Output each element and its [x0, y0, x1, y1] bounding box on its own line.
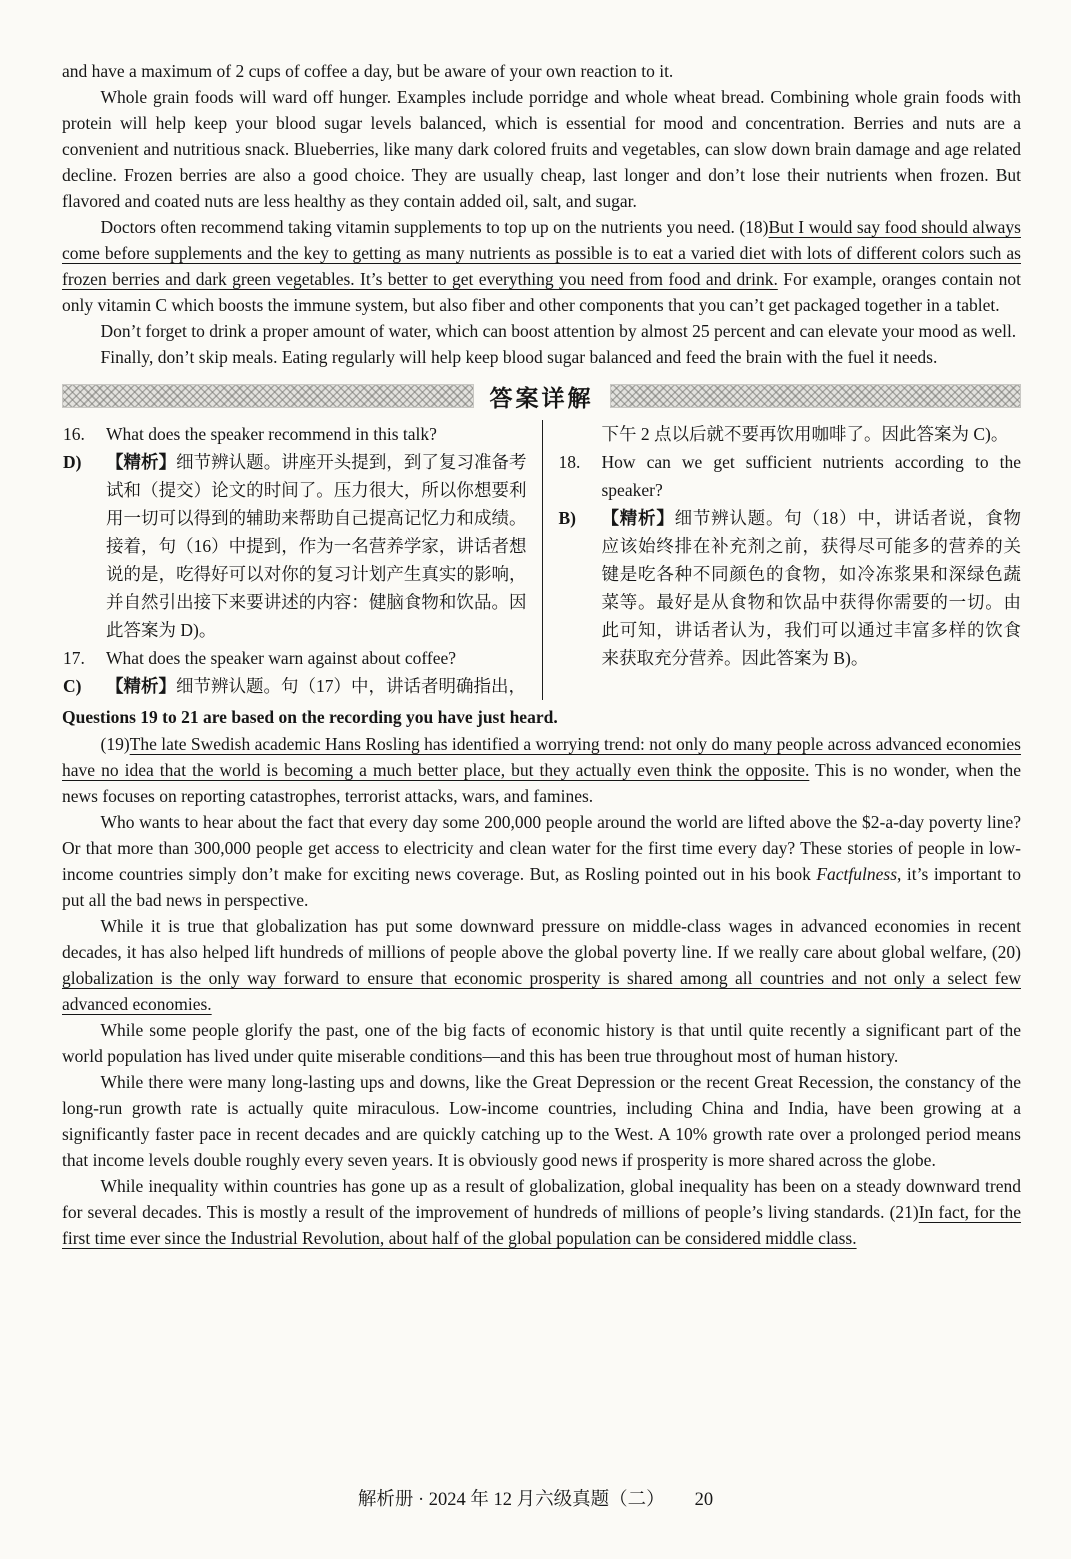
listening-passage-top [62, 58, 1021, 370]
answer-18-letter: B) [558, 508, 576, 528]
underlined-key-sentence-20: globalization is the only way forward to ensure that economic prosperity is shared among all countries and not only a select few advanced economies. [62, 968, 1021, 1014]
paragraph-continuation [62, 58, 1021, 84]
text-segment: Doctors often recommend taking vitamin supplements to top up on the nutrients you need. (18) [100, 217, 769, 237]
text-segment: While it is true that globalization has put some downward pressure on middle-class wages in advanced economies in recent decades, it has also helped lift hundreds of millions of people above the global poverty line. If we really care about global welfare, (20) [62, 916, 1021, 962]
paragraph-finally [62, 344, 1021, 370]
answer-explanations [62, 420, 1021, 700]
footer-book-title: 解析册 · 2024 年 12 月六级真题（二） [357, 1490, 665, 1510]
underlined-key-sentence-18: But I would say food should always come before supplements and the key to getting as many nutrients as possible is to eat a varied diet with lots of different colors such as frozen berries and dark green vegetables. It’s better to get everything you need from food and drink. [62, 217, 1021, 289]
paragraph-who-wants [62, 809, 1021, 913]
text-segment: Who wants to hear about the fact that every day some 200,000 people around the world are lifted above the $2-a-day poverty line? Or that more than 300,000 people get access to electricity and clean water for the first time every day? These stories of people in low-income countries simply don’t make for exciting news coverage. But, as Rosling pointed out in his book [62, 812, 1021, 884]
text-segment: and have a maximum of 2 cups of coffee a day, but be aware of your own reaction to it. [62, 61, 674, 81]
question-17-number: 17. [63, 648, 85, 668]
question-18 [558, 448, 1022, 504]
analysis-text: 细节辨认题。讲座开头提到，到了复习准备考试和（提交）论文的时间了。压力很大，所以你想要利用一切可以得到的辅助来帮助自己提高记忆力和成绩。接着，句（16）中提到，作为一名营养学家，讲话者想说的是，吃得好可以对你的复习计划产生真实的影响，并自然引出接下来要讲述的内容：健脑食物和饮品。因此答案为 D)。 [106, 452, 527, 640]
underlined-key-sentence-19: The late Swedish academic Hans Rosling has identified a worrying trend: not only do many people across advanced economies have no idea that the world is becoming a much better place, but they actually even think the opposite. [62, 734, 1021, 780]
text-segment: Don’t forget to drink a proper amount of water, which can boost attention by almost 25 percent and can elevate your mood as well. [100, 321, 1017, 341]
analysis-tag: 【精析】 [106, 452, 177, 472]
paragraph-inequality [62, 1173, 1021, 1251]
text-segment: While some people glorify the past, one of the big facts of economic history is that until quite recently a significant part of the world population has lived under quite miserable conditions—and this has been true throughout most of human history. [62, 1020, 1021, 1066]
book-title-italic: Factfulness [816, 864, 898, 884]
paragraph-rosling-trend [62, 731, 1021, 809]
page-number: 20 [694, 1490, 714, 1510]
answer-17-analysis-continued [558, 420, 1022, 448]
answer-16-letter: D) [63, 452, 82, 472]
text-segment: While inequality within countries has gone up as a result of globalization, global inequality has been on a steady downward trend for several decades. This is mostly a result of the improvement of hundreds of millions of people’s living standards. (21) [62, 1176, 1021, 1222]
question-17 [62, 644, 527, 672]
analysis-text: 下午 2 点以后就不要再饮用咖啡了。因此答案为 C)。 [601, 424, 1009, 444]
listening-passage-bottom [62, 731, 1021, 1251]
analysis-tag: 【精析】 [601, 508, 675, 528]
paragraph-glorify-past [62, 1017, 1021, 1069]
answer-17-body [106, 676, 526, 696]
page-footer [0, 1485, 1071, 1511]
recording-instruction: Questions 19 to 21 are based on the recording you have just heard. [62, 707, 558, 727]
answer-17-analysis [62, 672, 527, 700]
text-segment: This is no wonder, when the news focuses on reporting catastrophes, terrorist attacks, wars, and famines. [62, 760, 1022, 806]
analysis-text: 细节辨认题。句（18）中，讲话者说，食物应该始终排在补充剂之前，获得尽可能多的营养的关键是吃各种不同颜色的食物，如冷冻浆果和深绿色蔬菜等。最好是从食物和饮品中获得你需要的一切。由此可知，讲话者认为，我们可以通过丰富多样的饮食来获取充分营养。因此答案为 B)。 [601, 508, 1022, 668]
question-18-text: How can we get sufficient nutrients according to the speaker? [601, 452, 1021, 500]
analysis-text: 细节辨认题。句（17）中，讲话者明确指出， [176, 676, 526, 696]
question-18-number: 18. [558, 452, 581, 472]
answer-key-header [62, 382, 1021, 410]
paragraph-doctors [62, 214, 1021, 318]
paragraph-globalization [62, 913, 1021, 1017]
paragraph-water [62, 318, 1021, 344]
text-segment: , it’s important to put all the bad news in perspective. [62, 864, 1021, 910]
section-title: 答案详解 [489, 385, 594, 411]
text-segment: For example, oranges contain not only vitamin C which boosts the immune system, but also fiber and other components that you can’t get packaged together in a tablet. [62, 269, 1021, 315]
question-16 [62, 420, 527, 448]
paragraph-whole-grain [62, 84, 1021, 214]
text-segment: (19) [100, 734, 130, 754]
question-17-text: What does the speaker warn against about coffee? [106, 648, 457, 668]
answer-16-body [106, 452, 527, 640]
answer-17-letter: C) [63, 676, 82, 696]
text-segment: While there were many long-lasting ups and downs, like the Great Depression or the recent Great Recession, the constancy of the long-run growth rate is actually quite miraculous. Low-income countries, including China and India, have been growing at a significantly faster pace in recent decades and are quickly catching up to the West. A 10% growth rate over a prolonged period means that income levels double roughly every seven years. It is obviously good news if prosperity is more shared across the globe. [62, 1072, 1021, 1170]
text-segment: Whole grain foods will ward off hunger. Examples include porridge and whole wheat bread. Combining whole grain foods with protein will help keep your blood sugar levels balanced, which is essential for mood and concentration. Berries and nuts are a convenient and nutritious snack. Blueberries, like many dark colored fruits and vegetables, can slow down brain damage and age related decline. Frozen berries are also a good choice. They are usually cheap, last longer and don’t lose their nutrients when frozen. But flavored and coated nuts are less healthy as they contain added oil, salt, and sugar. [62, 87, 1021, 211]
answer-18-body [602, 508, 1022, 668]
answer-16-analysis [62, 448, 527, 644]
analysis-tag: 【精析】 [106, 676, 176, 696]
answers-left-column [62, 420, 542, 700]
answer-18-analysis [558, 504, 1022, 672]
underlined-key-sentence-21: In fact, for the first time ever since the Industrial Revolution, about half of the global population can be considered middle class. [62, 1202, 1022, 1248]
decorative-hatch-right [610, 384, 1022, 408]
question-16-number: 16. [63, 424, 85, 444]
question-16-text: What does the speaker recommend in this talk? [106, 424, 437, 444]
text-segment: Finally, don’t skip meals. Eating regularly will help keep blood sugar balanced and feed the brain with the fuel it needs. [100, 347, 938, 367]
decorative-hatch-left [62, 384, 474, 408]
answers-right-column [542, 420, 1022, 700]
paragraph-ups-and-downs [62, 1069, 1021, 1173]
